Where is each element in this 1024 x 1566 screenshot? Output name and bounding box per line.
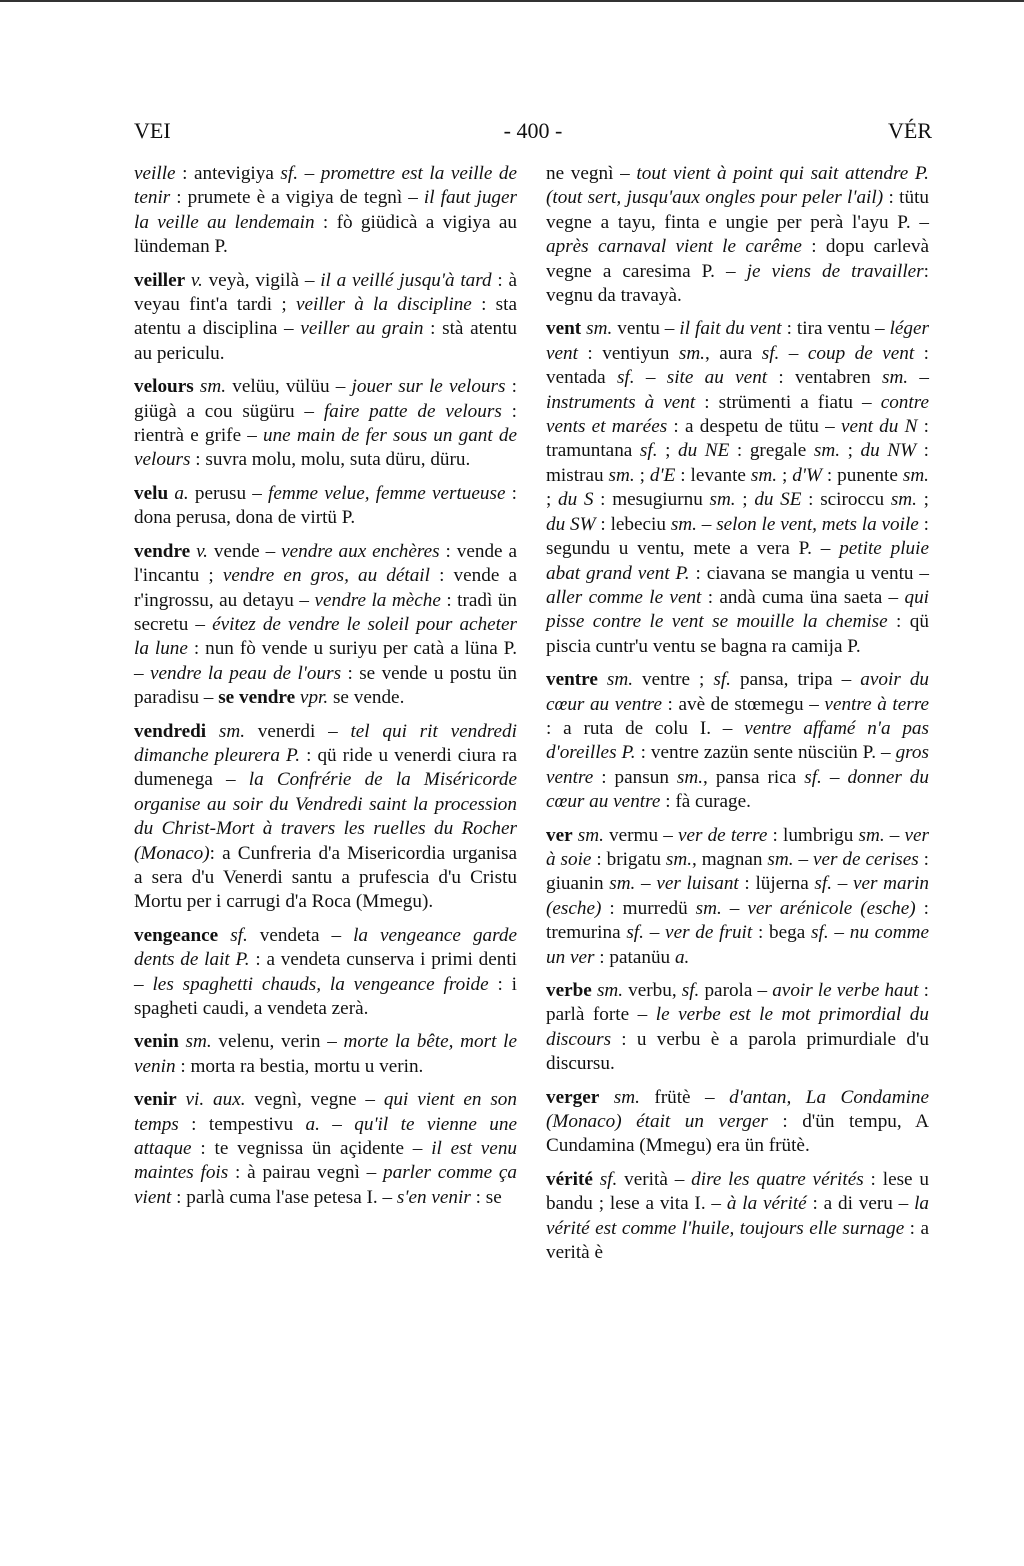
french-text: avoir le verbe haut: [772, 980, 919, 1001]
french-text: ver de fruit: [665, 922, 753, 944]
translation-text: ;: [657, 440, 679, 462]
translation-text: : strümenti a fiatu –: [695, 391, 881, 413]
french-text: vent du N: [840, 416, 918, 438]
translation-text: : u verbu è a parola primurdiale d'u discursu.: [546, 1028, 929, 1075]
dictionary-entry: [546, 162, 929, 308]
translation-text: [179, 1031, 186, 1052]
french-text: ver de terre: [677, 824, 768, 846]
french-text: du NW: [860, 440, 917, 462]
french-text: sf.: [280, 163, 299, 184]
french-text: après carnaval vient le carême: [546, 236, 802, 258]
translation-text: pansa, tripa –: [730, 669, 861, 691]
dictionary-entry: [546, 824, 929, 970]
french-text: donner du cœur au ventre: [546, 766, 929, 813]
translation-text: : murredü: [601, 897, 696, 919]
translation-text: : tütu vegne a tayu, finta e ungie per perà l'ayu P. –: [546, 187, 929, 233]
translation-text: vegnì, vegne –: [245, 1089, 384, 1111]
translation-text: –: [793, 848, 813, 870]
french-text: morte la bête, mort le venin: [134, 1031, 518, 1077]
translation-text: : morta ra bestia, mortu u verin.: [175, 1055, 424, 1077]
french-text: sm.: [185, 1031, 212, 1053]
french-text: d'E: [649, 464, 676, 486]
french-text: qu'il te vienne une attaque: [134, 1113, 518, 1160]
french-text: ventre à terre: [824, 693, 929, 715]
translation-text: –: [779, 342, 808, 364]
french-text: ver luisant: [656, 873, 739, 895]
french-text: à la vérité: [726, 1193, 807, 1215]
translation-text: –: [832, 873, 853, 895]
headword: vendredi: [134, 720, 207, 742]
translation-text: : a despetu de tütu –: [667, 416, 841, 438]
dictionary-entry: [546, 979, 929, 1077]
translation-text: vendeta –: [247, 924, 354, 946]
translation-text: –: [821, 766, 848, 788]
left-column: [134, 162, 517, 1219]
french-text: vendre la mèche: [314, 589, 441, 611]
french-text: sm.: [902, 464, 929, 486]
french-text: a.: [674, 946, 690, 968]
translation-text: : giügà a cou sügüru –: [134, 376, 517, 422]
french-text: sf.: [761, 342, 780, 364]
translation-text: : lüjerna: [738, 873, 815, 895]
french-text: vendre en gros, au détail: [222, 565, 430, 587]
translation-text: [593, 1169, 600, 1190]
french-text: du SE: [754, 489, 802, 511]
translation-text: : mistrau: [546, 440, 929, 486]
headword: vendre: [134, 540, 191, 562]
french-text: v.: [190, 269, 203, 291]
translation-text: –: [908, 367, 929, 389]
french-text: sm.: [586, 318, 613, 340]
french-text: sm.: [609, 873, 636, 895]
french-text: ventre affamé n'a pas d'oreilles P.: [546, 717, 929, 764]
translation-text: –: [884, 824, 905, 846]
french-text: femme velue, femme vertueuse: [268, 482, 506, 504]
translation-text: [218, 925, 230, 946]
dictionary-entry: [546, 668, 929, 814]
dictionary-entry: [134, 1088, 517, 1210]
french-text: instruments à vent: [546, 391, 696, 413]
french-text: évitez de vendre le soleil pour acheter la lune: [134, 613, 517, 660]
translation-text: –: [721, 897, 748, 919]
translation-text: : suvra molu, molu, suta düru, düru.: [190, 449, 471, 471]
translation-text: : ventre zazün sente nüsciün P. –: [635, 742, 896, 764]
translation-text: : tremurina: [546, 897, 929, 944]
headword: vent: [546, 318, 582, 340]
translation-text: : a ruta de colu I. –: [546, 717, 745, 739]
translation-text: : ventabren: [767, 367, 882, 389]
translation-text: ventu –: [612, 318, 680, 340]
translation-text: : giuanin: [546, 848, 929, 895]
french-text: dire les quatre vérités: [691, 1168, 864, 1190]
translation-text: : bega: [752, 922, 812, 944]
translation-text: [206, 721, 219, 742]
right-column: [546, 162, 929, 1274]
translation-text: : andà cuma üna saeta –: [701, 586, 905, 608]
translation-text: –: [298, 163, 321, 184]
dictionary-entry: [134, 924, 517, 1022]
translation-text: –: [635, 873, 657, 895]
translation-text: : fà curage.: [660, 791, 751, 813]
french-text: aller comme le vent: [546, 586, 702, 608]
french-text: ver arénicole (esche): [747, 897, 916, 919]
french-text: avoir du cœur au ventre: [546, 669, 930, 715]
translation-text: veyà, vigilà –: [202, 269, 321, 291]
translation-text: ;: [735, 489, 755, 511]
french-text: sm.: [890, 489, 917, 511]
translation-text: se vende.: [328, 687, 405, 709]
translation-text: : segundu u ventu, mete a vera P. –: [546, 513, 929, 560]
translation-text: : qü ride u venerdi ciura ra dumenega –: [134, 744, 517, 791]
french-text: il fait du vent: [679, 318, 782, 340]
translation-text: : patanüu: [594, 946, 675, 968]
dictionary-entry: [546, 317, 929, 659]
french-text: a.: [305, 1113, 320, 1135]
translation-text: : se: [470, 1186, 502, 1208]
french-text: site au vent: [666, 367, 768, 389]
translation-text: : i spagheti caudi, a vendeta zerà.: [134, 973, 517, 1019]
translation-text: : qü piscia cuntr'u ventu se bagna ra camija P.: [546, 611, 929, 657]
french-text: sf.: [230, 924, 248, 946]
french-text: petite pluie abat grand vent P.: [546, 538, 929, 584]
translation-text: ventre ;: [633, 669, 714, 691]
french-text: sf.: [681, 980, 700, 1001]
translation-text: : avè de stœmegu –: [661, 693, 825, 715]
translation-text: ne vegnì –: [546, 163, 637, 184]
french-text: faire patte de velours: [323, 400, 502, 422]
translation-text: : sciroccu: [801, 489, 891, 511]
dictionary-entry: [134, 1030, 517, 1079]
translation-text: ;: [634, 464, 650, 486]
translation-text: : a di veru –: [806, 1193, 915, 1215]
french-text: il a veillé jusqu'à tard: [320, 269, 492, 291]
page-top-edge: [0, 0, 1024, 2]
translation-text: : lese u bandu ; lese a vita I. –: [546, 1168, 930, 1215]
translation-text: –: [696, 513, 717, 535]
translation-text: [598, 669, 607, 690]
translation-text: –: [828, 922, 850, 944]
translation-text: : parlà forte –: [546, 980, 930, 1026]
translation-text: : gregale: [729, 440, 814, 462]
headword: verger: [546, 1086, 600, 1108]
french-text: il faut juger la veille au lendemain: [134, 187, 518, 233]
french-text: le verbe est le mot primordial du discours: [546, 1004, 929, 1050]
translation-text: : brigatu: [591, 848, 666, 870]
translation-text: vermu –: [603, 824, 678, 846]
translation-text: : tradì ün secretu –: [134, 589, 517, 635]
french-text: sm.: [670, 513, 697, 535]
french-text: a.: [174, 482, 189, 504]
translation-text: : tira ventu –: [781, 318, 890, 340]
translation-text: ;: [546, 489, 559, 511]
page-number: - 400 -: [503, 118, 563, 143]
french-text: sm.: [813, 440, 840, 462]
translation-text: : ventada: [546, 342, 929, 389]
translation-text: verità –: [617, 1168, 692, 1190]
french-text: vendre la peau de l'ours: [150, 662, 342, 684]
translation-text: frütè –: [639, 1086, 730, 1108]
translation-text: velüu, vülüu –: [226, 376, 352, 398]
translation-text: : a vendeta cunserva i primi denti –: [134, 949, 517, 995]
french-text: la Confrérie de la Miséricorde organise au soir du Vendredi saint la procession du Christ-Mort à travers les ruelles du Rocher (Monaco): [134, 769, 517, 864]
french-text: tout vient à point qui sait attendre P. (tout sert, jusqu'aux ongles pour peler l'ail): [546, 163, 929, 209]
headword: ventre: [546, 669, 598, 691]
translation-text: : a Cunfreria d'a Misericordia urganisa a sera d'u Venerdi santu a prufescia d'u Cristu Mortu per i carrugi d'a Roca (Mmegu).: [134, 842, 517, 913]
french-text: d'antan, La Condamine (Monaco) était un verger: [546, 1086, 930, 1133]
french-text: vi. aux.: [185, 1089, 246, 1111]
french-text: sm.: [695, 897, 722, 919]
translation-text: : te vegnissa ün açidente –: [191, 1138, 432, 1160]
translation-text: ;: [777, 464, 793, 486]
french-text: parler comme ça vient: [134, 1162, 518, 1208]
translation-text: –: [643, 922, 666, 944]
french-text: v.: [196, 540, 208, 562]
translation-text: [599, 1087, 613, 1108]
french-text: sm.: [858, 824, 885, 846]
french-text: du NE: [678, 440, 730, 462]
translation-text: : se vende u postu ün paradisu –: [134, 662, 517, 709]
translation-text: : levante: [675, 464, 751, 486]
french-text: jouer sur le velours: [351, 376, 506, 398]
french-text: d'W: [792, 464, 822, 486]
running-header: [134, 118, 932, 148]
french-text: du SW: [546, 513, 596, 535]
translation-text: venerdi –: [245, 720, 351, 742]
french-text: une main de fer sous un gant de velours: [134, 425, 517, 471]
translation-text: : d'ün tempu, A Cundamina (Mmegu) era ün frütè.: [546, 1111, 930, 1157]
french-text: ver à soie: [546, 824, 929, 870]
translation-text: –: [319, 1113, 355, 1135]
translation-text: : stà atentu au periculu.: [134, 318, 518, 364]
headword: vérité: [546, 1168, 593, 1190]
french-text: sm.: [676, 766, 704, 788]
translation-text: : nun fò vende u suriyu per catà a lüna P. –: [134, 638, 517, 684]
french-text: promettre est la veille de tenir: [134, 163, 518, 209]
french-text: sm.: [608, 464, 635, 486]
translation-text: : parlà cuma l'ase petesa I. –: [171, 1186, 397, 1208]
translation-text: : antevigiya: [175, 163, 281, 184]
french-text: sf.: [599, 1168, 618, 1190]
translation-text: : punente: [821, 464, 903, 486]
translation-text: : ciavana se mangia u ventu –: [689, 562, 929, 584]
translation-text: : prumete è a vigiya de tegnì –: [170, 187, 424, 209]
headword: venir: [134, 1089, 177, 1111]
french-text: sf.: [713, 669, 731, 691]
dictionary-entry: [134, 269, 517, 367]
dictionary-entry: [546, 1086, 929, 1159]
translation-text: : ventiyun: [577, 342, 679, 364]
french-text: nu comme un ver: [546, 922, 929, 968]
french-text: léger vent: [546, 318, 930, 364]
translation-text: : dona perusa, dona de virtü P.: [134, 482, 517, 529]
translation-text: , pansa rica: [703, 766, 805, 788]
headword: velu: [134, 482, 169, 504]
french-text: vpr.: [299, 687, 329, 709]
french-text: sf.: [639, 440, 658, 462]
headword: verbe: [546, 980, 592, 1001]
french-text: contre vents et marées: [546, 391, 929, 438]
translation-text: : à pairau vegnì –: [228, 1162, 383, 1184]
french-text: sm.: [577, 824, 604, 846]
translation-text: : mesugiurnu: [593, 489, 710, 511]
dictionary-entry: [134, 482, 517, 531]
french-text: sm.: [613, 1086, 640, 1108]
french-text: sm.: [665, 848, 693, 870]
french-text: qui pisse contre le vent se mouille la chemise: [546, 586, 929, 633]
dictionary-entry: [134, 540, 517, 711]
french-text: coup de vent: [807, 342, 915, 364]
french-text: veille: [134, 163, 176, 184]
french-text: sf.: [626, 922, 644, 944]
header-last-word: VÉR: [888, 118, 932, 143]
translation-text: verbu,: [623, 980, 682, 1001]
dictionary-entry: [134, 162, 517, 260]
french-text: ver marin (esche): [546, 873, 930, 919]
translation-text: : vende a r'ingrossu, au detayu –: [134, 565, 517, 611]
french-text: sm.: [199, 376, 227, 398]
translation-text: : tempestivu: [178, 1113, 306, 1135]
french-text: sf.: [616, 367, 635, 389]
translation-text: , magnan: [692, 848, 768, 870]
french-text: s'en venir: [396, 1186, 471, 1208]
translation-text: : pansun: [593, 766, 677, 788]
french-text: sm.: [596, 980, 624, 1001]
translation-text: [177, 1089, 186, 1110]
translation-text: : dopu carlevà vegne a caresima P. –: [546, 236, 929, 282]
translation-text: : rientrà e grife –: [134, 400, 517, 447]
translation-text: : lebeciu: [595, 513, 671, 535]
translation-text: , aura: [704, 342, 762, 364]
translation-text: parola –: [699, 980, 773, 1001]
translation-text: : a verità è: [546, 1217, 929, 1264]
translation-text: : lumbrigu: [767, 824, 859, 846]
translation-text: : sta atentu a disciplina –: [134, 294, 517, 340]
french-text: qui vient en son temps: [134, 1089, 517, 1135]
translation-text: ;: [916, 489, 929, 511]
french-text: les spaghetti chauds, la vengeance froide: [152, 973, 489, 995]
headword: venin: [134, 1031, 179, 1053]
translation-text: : à veyau fint'a tardi ;: [134, 269, 518, 316]
french-text: gros ventre: [546, 742, 929, 788]
translation-text: : tramuntana: [546, 416, 929, 462]
translation-text: perusu –: [188, 482, 268, 504]
translation-text: vende –: [207, 540, 282, 562]
french-text: sm.: [218, 720, 246, 742]
french-text: sm.: [881, 367, 909, 389]
headword: velours: [134, 376, 194, 398]
french-text: sm.: [767, 848, 794, 870]
dictionary-entry: [546, 1168, 929, 1266]
french-text: vendre aux enchères: [281, 540, 440, 562]
french-text: sm.: [606, 669, 634, 691]
translation-text: –: [634, 367, 667, 389]
french-text: veiller au grain: [300, 318, 424, 340]
french-text: sf.: [804, 766, 822, 788]
translation-text: : vegnu da travayà.: [546, 260, 929, 307]
french-text: tel qui rit vendredi dimanche pleurera P.: [134, 720, 517, 766]
french-text: du S: [558, 489, 594, 511]
french-text: veiller à la discipline: [295, 294, 472, 316]
french-text: selon le vent, mets la voile: [716, 513, 919, 535]
translation-text: ;: [840, 440, 861, 462]
french-text: sf.: [811, 922, 829, 944]
translation-text: : vende a l'incantu ;: [134, 540, 518, 587]
french-text: il est venu maintes fois: [134, 1138, 518, 1184]
french-text: sf.: [814, 873, 833, 895]
french-text: la vérité est comme l'huile, toujours elle surnage: [546, 1193, 930, 1239]
dictionary-entry: [134, 375, 517, 473]
french-text: la vengeance garde dents de lait P.: [134, 924, 517, 971]
french-text: sm.: [750, 464, 778, 486]
dictionary-entry: [134, 720, 517, 915]
french-text: je viens de travailler: [746, 260, 924, 282]
header-first-word: VEI: [134, 118, 171, 143]
french-text: sm.: [678, 342, 705, 364]
french-text: sm.: [709, 489, 736, 511]
headword: se vendre: [218, 687, 296, 709]
headword: ver: [546, 824, 573, 846]
headword: veiller: [134, 269, 186, 291]
translation-text: velenu, verin –: [211, 1031, 344, 1053]
translation-text: : fò giüdicà a vigiya au lündeman P.: [134, 211, 517, 258]
headword: vengeance: [134, 924, 219, 946]
french-text: ver de cerises: [812, 848, 919, 870]
